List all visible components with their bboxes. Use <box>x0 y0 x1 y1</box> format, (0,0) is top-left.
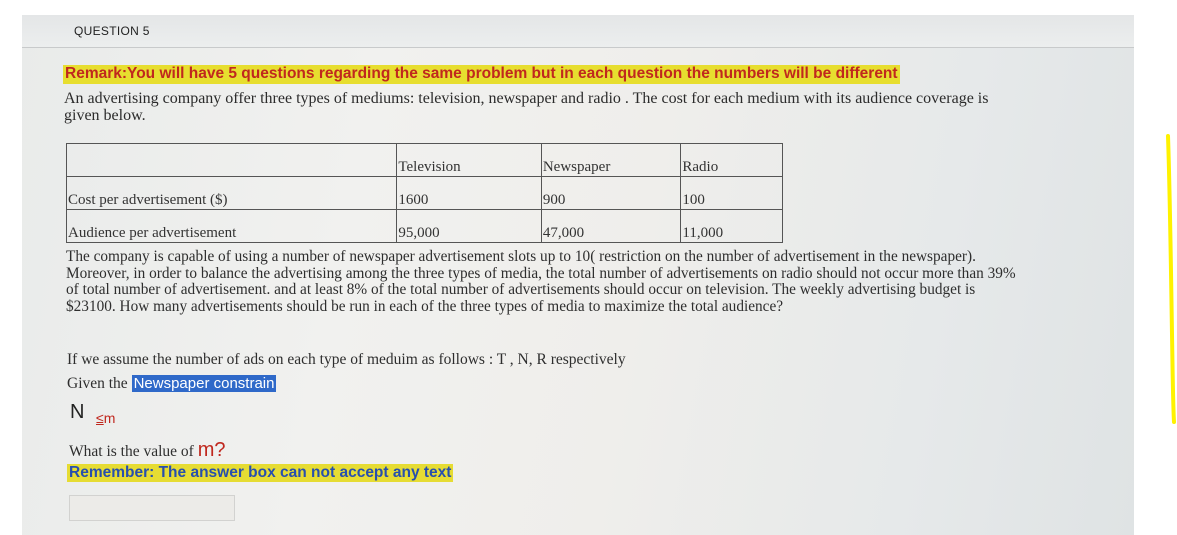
inequality-variable: N <box>70 401 85 423</box>
question-header-bar <box>22 15 1134 48</box>
question-variable: m? <box>197 439 226 461</box>
table-row-label: Cost per advertisement ($) <box>67 177 397 210</box>
assumption-text: If we assume the number of ads on each type of meduim as follows : T , N, R respectively <box>67 351 626 368</box>
table-cell: 100 <box>681 177 783 210</box>
table-cell: 95,000 <box>397 210 541 243</box>
table-header-newspaper: Newspaper <box>541 144 681 177</box>
given-line <box>67 375 276 393</box>
table-row <box>67 210 783 243</box>
constraint-inequality <box>70 401 115 424</box>
remark-text: Remark:You will have 5 questions regarding the same problem but in each question the numbers will be different <box>65 65 898 82</box>
given-prefix: Given the <box>67 375 128 392</box>
table-cell: 47,000 <box>541 210 681 243</box>
question-screen <box>22 15 1134 535</box>
question-label: QUESTION 5 <box>74 24 150 38</box>
answer-input[interactable] <box>69 495 235 521</box>
table-row-label: Audience per advertisement <box>67 210 397 243</box>
table-row <box>67 177 783 210</box>
table-cell: 1600 <box>397 177 541 210</box>
question-prompt-text: What is the value of <box>69 443 194 460</box>
less-equal-symbol: ≤ <box>96 410 104 426</box>
media-cost-table <box>66 143 783 243</box>
table-header-row <box>67 144 783 177</box>
table-header-radio: Radio <box>681 144 783 177</box>
remember-note: Remember: The answer box can not accept any text <box>69 464 452 481</box>
table-header-television: Television <box>397 144 541 177</box>
table-cell: 11,000 <box>681 210 783 243</box>
inequality-bound: m <box>103 410 116 426</box>
table-header-cell <box>67 144 397 177</box>
table-cell: 900 <box>541 177 681 210</box>
question-prompt <box>69 439 226 462</box>
problem-paragraph: The company is capable of using a number of newspaper advertisement slots up to 10( restriction on the number of advertisement in the newspaper). Moreover, in order to balance the advertising among the three types of media, the total number of advertisements on radio should not occur more than 39% of total number of advertisement. and at least 8% of the total number of advertisements should occur on television. The weekly advertising budget is $23100. How many advertisements should be run in each of the three types of media to maximize the total audience? <box>66 248 1016 315</box>
selected-text-highlight[interactable]: Newspaper constrain <box>133 375 275 392</box>
intro-text: An advertising company offer three types of mediums: television, newspaper and radio . The cost for each medium with its audience coverage is given below. <box>64 90 989 124</box>
